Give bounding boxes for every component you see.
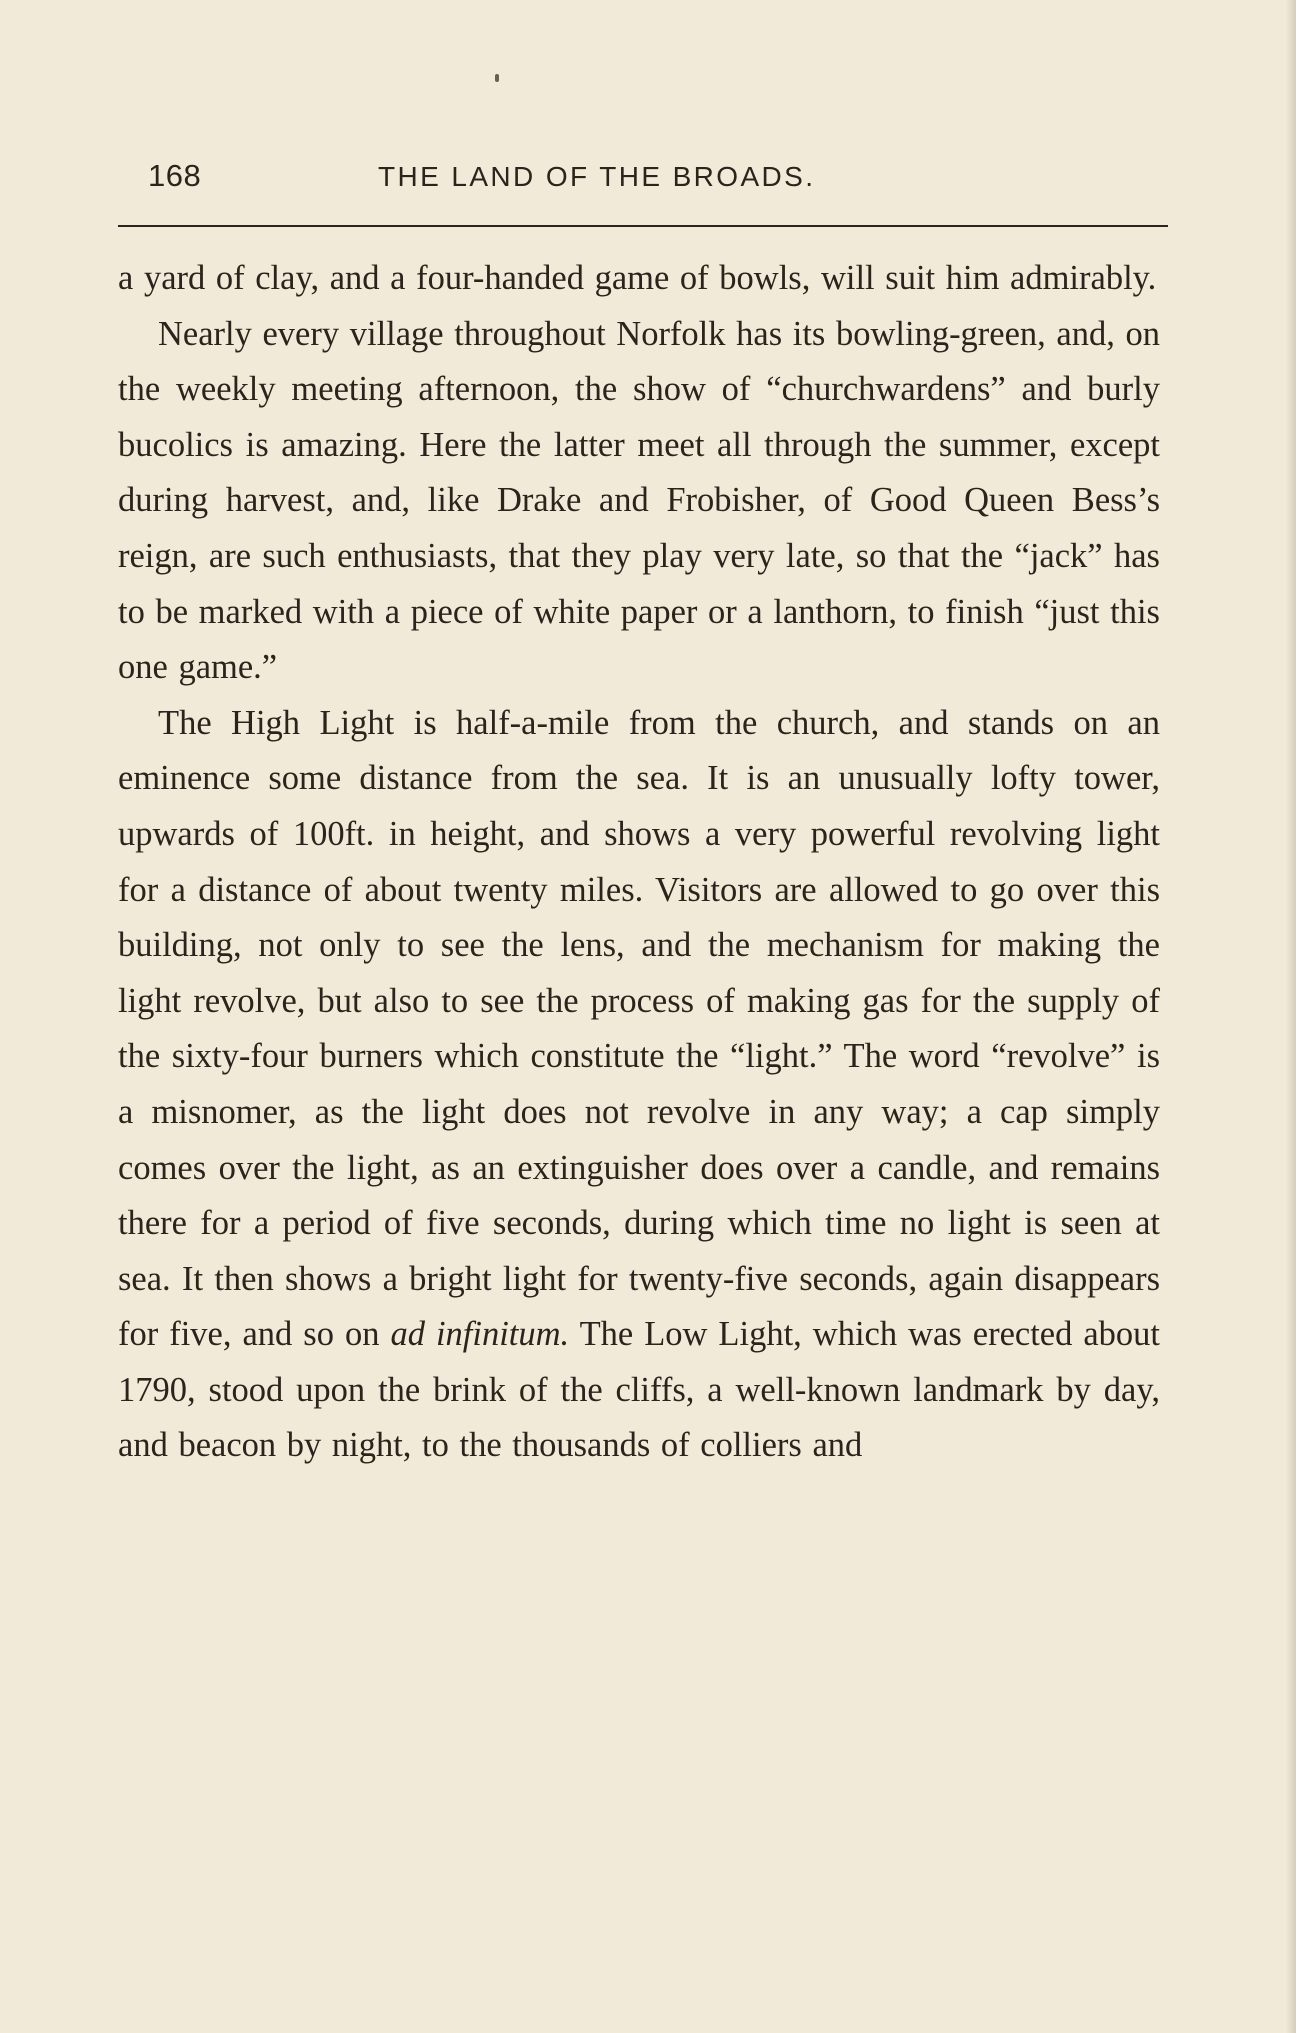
paragraph-2-text: Nearly every village throughout Norfolk has its bowling-green, and, on the weekly meeting afternoon, the show of “churchwardens” and burly bucolics is amazing. Here the latter meet all through the summer, except during harvest, and, like Drake and Frobisher, of Good Queen Bess’s reign, are such enthusiasts, that they play very late, so that the “jack” has to be marked with a piece of white paper or a lanthorn, to finish “just this one game.”	[118, 314, 1160, 687]
running-title: THE LAND OF THE BROADS.	[378, 161, 816, 192]
italic-phrase: ad infinitum.	[390, 1315, 570, 1354]
page-number: 168	[148, 158, 202, 193]
page-edge-shadow	[1286, 0, 1296, 2033]
header-rule	[118, 225, 1168, 227]
ink-speck	[495, 74, 499, 82]
paragraph-3	[118, 696, 1160, 1474]
paragraph-2	[118, 307, 1160, 696]
paragraph-1-text: a yard of clay, and a four-handed game of bowls, will suit him admirably.	[118, 259, 1157, 297]
page-header	[118, 158, 1178, 208]
paragraph-3-text-before: The High Light is half-a-mile from the church, and stands on an eminence some distance from the sea. It is an unusually lofty tower, upwards of 100ft. in height, and shows a very powerful revolving light for a distance of about twenty miles. Visitors are allowed to go over this building, not only to see the lens, and the mechanism for making the light revolve, but also to see the process of making gas for the supply of the sixty-four burners which constitute the “light.” The word “revolve” is a misnomer, as the light does not revolve in any way; a cap simply comes over the light, as an extinguisher does over a candle, and remains there for a period of five seconds, during which time no light is seen at sea. It then shows a bright light for twenty-five seconds, again disappears for five, and so on	[118, 703, 1160, 1354]
body-text	[118, 251, 1160, 1474]
paragraph-1	[118, 251, 1160, 307]
paragraph-3-text-after: The Low Light, which was erected about 1790, stood upon the brink of the cliffs, a well-known landmark by day, and beacon by night, to the thousands of colliers and	[118, 1315, 1160, 1465]
